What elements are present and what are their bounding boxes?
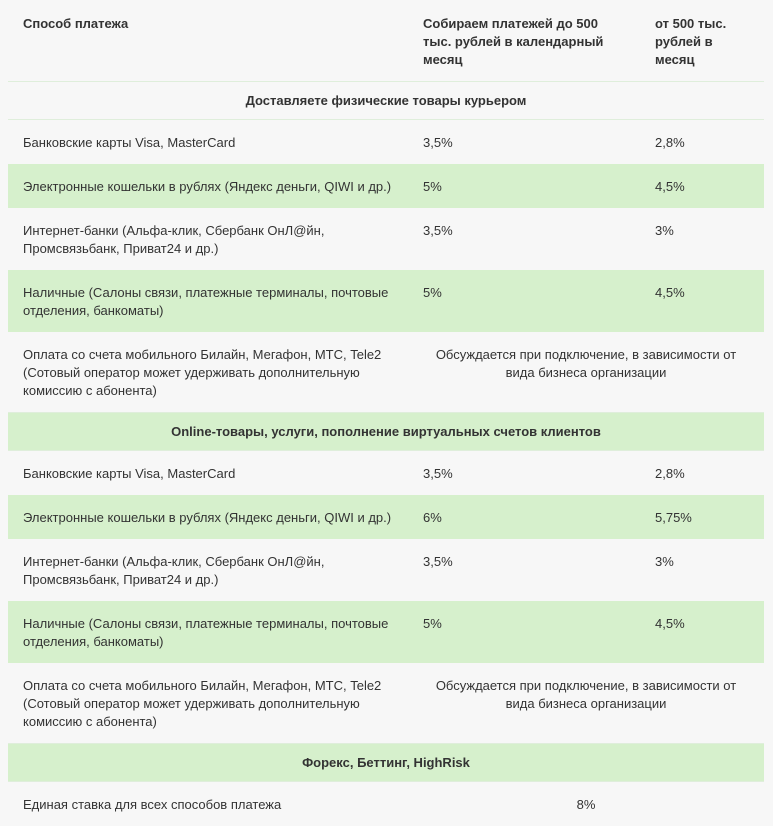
payment-method-cell: Электронные кошельки в рублях (Яндекс деньги, QIWI и др.) <box>8 495 408 539</box>
payment-method-cell: Банковские карты Visa, MasterCard <box>8 120 408 165</box>
rate-over-500k-cell: 2,8% <box>640 120 764 165</box>
rate-under-500k-cell: 3,5% <box>408 120 640 165</box>
rate-over-500k-cell: 4,5% <box>640 270 764 332</box>
rate-under-500k-cell: 5% <box>408 270 640 332</box>
table-row <box>8 663 764 744</box>
table-header <box>8 0 764 82</box>
rate-under-500k-cell: 5% <box>408 164 640 208</box>
table-row <box>8 164 764 208</box>
section-header <box>8 744 764 782</box>
header-under-500k: Собираем платежей до 500 тыс. рублей в календарный месяц <box>408 0 640 82</box>
rate-over-500k-cell: 4,5% <box>640 601 764 663</box>
table-row <box>8 782 764 826</box>
table-row <box>8 120 764 165</box>
rate-under-500k-cell: 6% <box>408 495 640 539</box>
rate-note-cell: Обсуждается при подключение, в зависимости от вида бизнеса организации <box>408 332 764 413</box>
payment-method-cell: Наличные (Салоны связи, платежные терминалы, почтовые отделения, банкоматы) <box>8 270 408 332</box>
rate-over-500k-cell: 3% <box>640 539 764 601</box>
rate-over-500k-cell: 5,75% <box>640 495 764 539</box>
payment-method-cell: Банковские карты Visa, MasterCard <box>8 451 408 496</box>
section-title: Online-товары, услуги, пополнение виртуальных счетов клиентов <box>8 413 764 451</box>
payment-method-cell: Интернет-банки (Альфа-клик, Сбербанк ОнЛ@йн, Промсвязьбанк, Приват24 и др.) <box>8 539 408 601</box>
table-row <box>8 495 764 539</box>
table-row <box>8 270 764 332</box>
table-row <box>8 539 764 601</box>
rate-under-500k-cell: 3,5% <box>408 539 640 601</box>
table-row <box>8 451 764 496</box>
header-over-500k: от 500 тыс. рублей в месяц <box>640 0 764 82</box>
rate-note-cell: Обсуждается при подключение, в зависимости от вида бизнеса организации <box>408 663 764 744</box>
header-payment-method: Способ платежа <box>8 0 408 82</box>
rate-under-500k-cell: 3,5% <box>408 451 640 496</box>
section-title: Форекс, Беттинг, HighRisk <box>8 744 764 782</box>
rate-under-500k-cell: 3,5% <box>408 208 640 270</box>
payment-method-cell: Оплата со счета мобильного Билайн, Мегафон, МТС, Tele2 (Сотовый оператор может удерживать дополнительную комиссию с абонента) <box>8 663 408 744</box>
section-header <box>8 413 764 451</box>
rate-under-500k-cell: 5% <box>408 601 640 663</box>
rate-over-500k-cell: 4,5% <box>640 164 764 208</box>
rate-over-500k-cell: 3% <box>640 208 764 270</box>
table-row <box>8 208 764 270</box>
pricing-table <box>8 0 764 826</box>
table-row <box>8 601 764 663</box>
payment-method-cell: Электронные кошельки в рублях (Яндекс деньги, QIWI и др.) <box>8 164 408 208</box>
rate-all-cell: 8% <box>408 782 764 826</box>
table-row <box>8 332 764 413</box>
payment-method-cell: Интернет-банки (Альфа-клик, Сбербанк ОнЛ@йн, Промсвязьбанк, Приват24 и др.) <box>8 208 408 270</box>
payment-method-cell: Единая ставка для всех способов платежа <box>8 782 408 826</box>
payment-method-cell: Оплата со счета мобильного Билайн, Мегафон, МТС, Tele2 (Сотовый оператор может удерживать дополнительную комиссию с абонента) <box>8 332 408 413</box>
section-header <box>8 82 764 120</box>
rate-over-500k-cell: 2,8% <box>640 451 764 496</box>
section-title: Доставляете физические товары курьером <box>8 82 764 120</box>
payment-method-cell: Наличные (Салоны связи, платежные терминалы, почтовые отделения, банкоматы) <box>8 601 408 663</box>
